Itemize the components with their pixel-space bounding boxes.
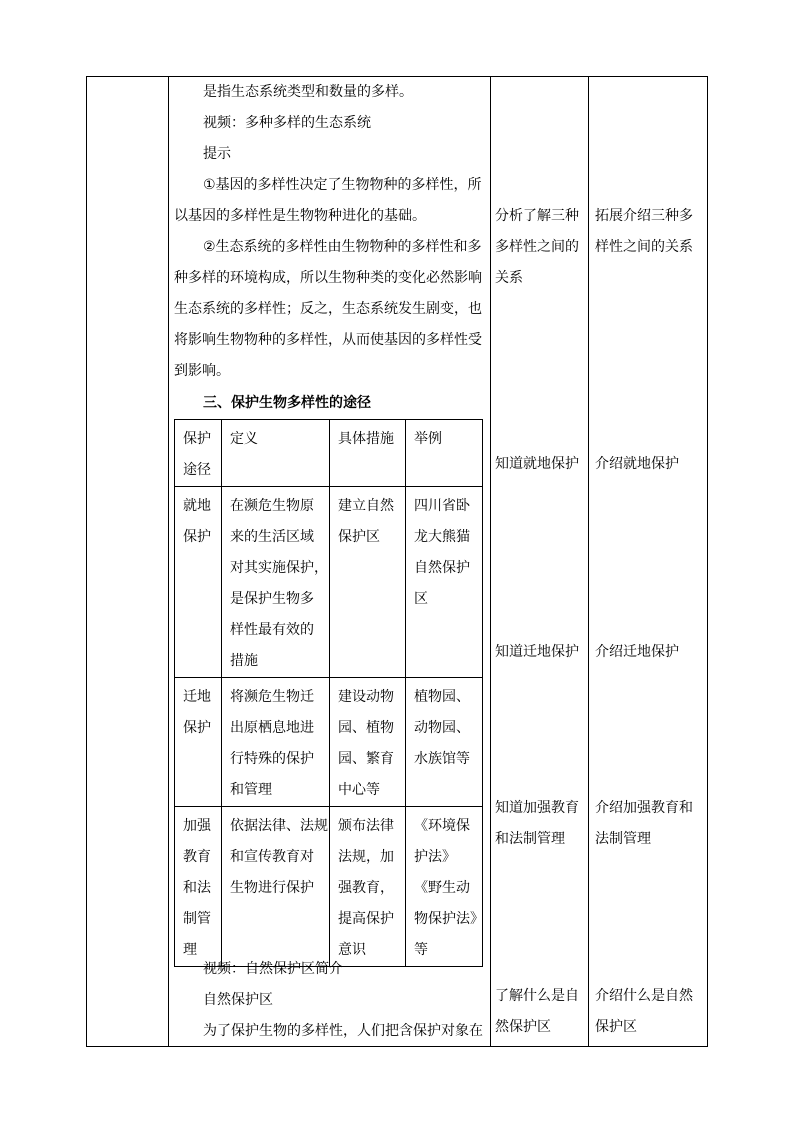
- content-line: 视频：多种多样的生态系统: [203, 115, 371, 131]
- content-line: 为了保护生物的多样性，人们把含保护对象在: [203, 1023, 483, 1039]
- student-activity-1: 分析了解三种 多样性之间的 关系: [495, 208, 579, 286]
- content-line: 种多样的环境构成，所以生物种类的变化必然影响: [174, 270, 482, 286]
- student-activity-4: 知道加强教育 和法制管理: [495, 800, 579, 847]
- table-cell: 建立自然 保护区: [330, 487, 406, 678]
- content-line: ①基因的多样性决定了生物物种的多样性，所: [203, 177, 482, 193]
- protection-approaches-table: [174, 419, 483, 967]
- content-line: 以基因的多样性是生物物种进化的基础。: [174, 208, 426, 224]
- table-cell: 就地 保护: [175, 487, 222, 678]
- table-cell: 在濒危生物原 来的生活区域 对其实施保护， 是保护生物多 样性最有效的 措施: [222, 487, 330, 678]
- student-activity-5: 了解什么是自 然保护区: [495, 988, 579, 1035]
- table-row: [175, 487, 483, 678]
- header-cell-approach: 保护 途径: [175, 420, 222, 487]
- table-cell: 加强 教育 和法 制管 理: [175, 807, 222, 967]
- design-intent-4: 介绍加强教育和 法制管理: [595, 800, 693, 847]
- table-cell: 将濒危生物迁 出原栖息地进 行特殊的保护 和管理: [222, 678, 330, 807]
- header-cell-example: 举例: [406, 420, 483, 487]
- content-line: 到影响。: [174, 363, 230, 379]
- column-divider-1: [168, 77, 169, 1046]
- table-cell: 建设动物 园、植物 园、繁育 中心等: [330, 678, 406, 807]
- student-activity-2: 知道就地保护: [495, 456, 579, 472]
- table-cell: 《环境保 护法》 《野生动 物保护法》 等: [406, 807, 483, 967]
- design-intent-3: 介绍迁地保护: [595, 644, 679, 660]
- column-divider-2: [490, 77, 491, 1046]
- design-intent-5: 介绍什么是自然 保护区: [595, 988, 693, 1035]
- content-line: 视频：自然保护区简介: [203, 961, 343, 977]
- header-cell-definition: 定义: [222, 420, 330, 487]
- table-cell: 颁布法律 法规，加 强教育， 提高保护 意识: [330, 807, 406, 967]
- content-line: 生态系统的多样性；反之，生态系统发生剧变，也: [174, 301, 482, 317]
- content-line: 将影响生物物种的多样性，从而使基因的多样性受: [174, 332, 482, 348]
- table-row: [175, 807, 483, 967]
- student-activity-3: 知道迁地保护: [495, 644, 579, 660]
- table-cell: 植物园、 动物园、 水族馆等: [406, 678, 483, 807]
- table-cell: 依据法律、法规 和宣传教育对 生物进行保护: [222, 807, 330, 967]
- table-cell: 四川省卧 龙大熊猫 自然保护 区: [406, 487, 483, 678]
- header-cell-measures: 具体措施: [330, 420, 406, 487]
- content-line: ②生态系统的多样性由生物物种的多样性和多: [203, 239, 482, 255]
- content-line: 自然保护区: [203, 992, 273, 1008]
- table-row: [175, 678, 483, 807]
- section-heading: 三、保护生物多样性的途径: [203, 395, 371, 411]
- table-header-row: [175, 420, 483, 487]
- design-intent-1: 拓展介绍三种多 样性之间的关系: [595, 208, 693, 255]
- table-cell: 迁地 保护: [175, 678, 222, 807]
- content-line: 是指生态系统类型和数量的多样。: [203, 84, 413, 100]
- column-divider-3: [588, 77, 589, 1046]
- content-line: 提示: [203, 146, 231, 162]
- design-intent-2: 介绍就地保护: [595, 456, 679, 472]
